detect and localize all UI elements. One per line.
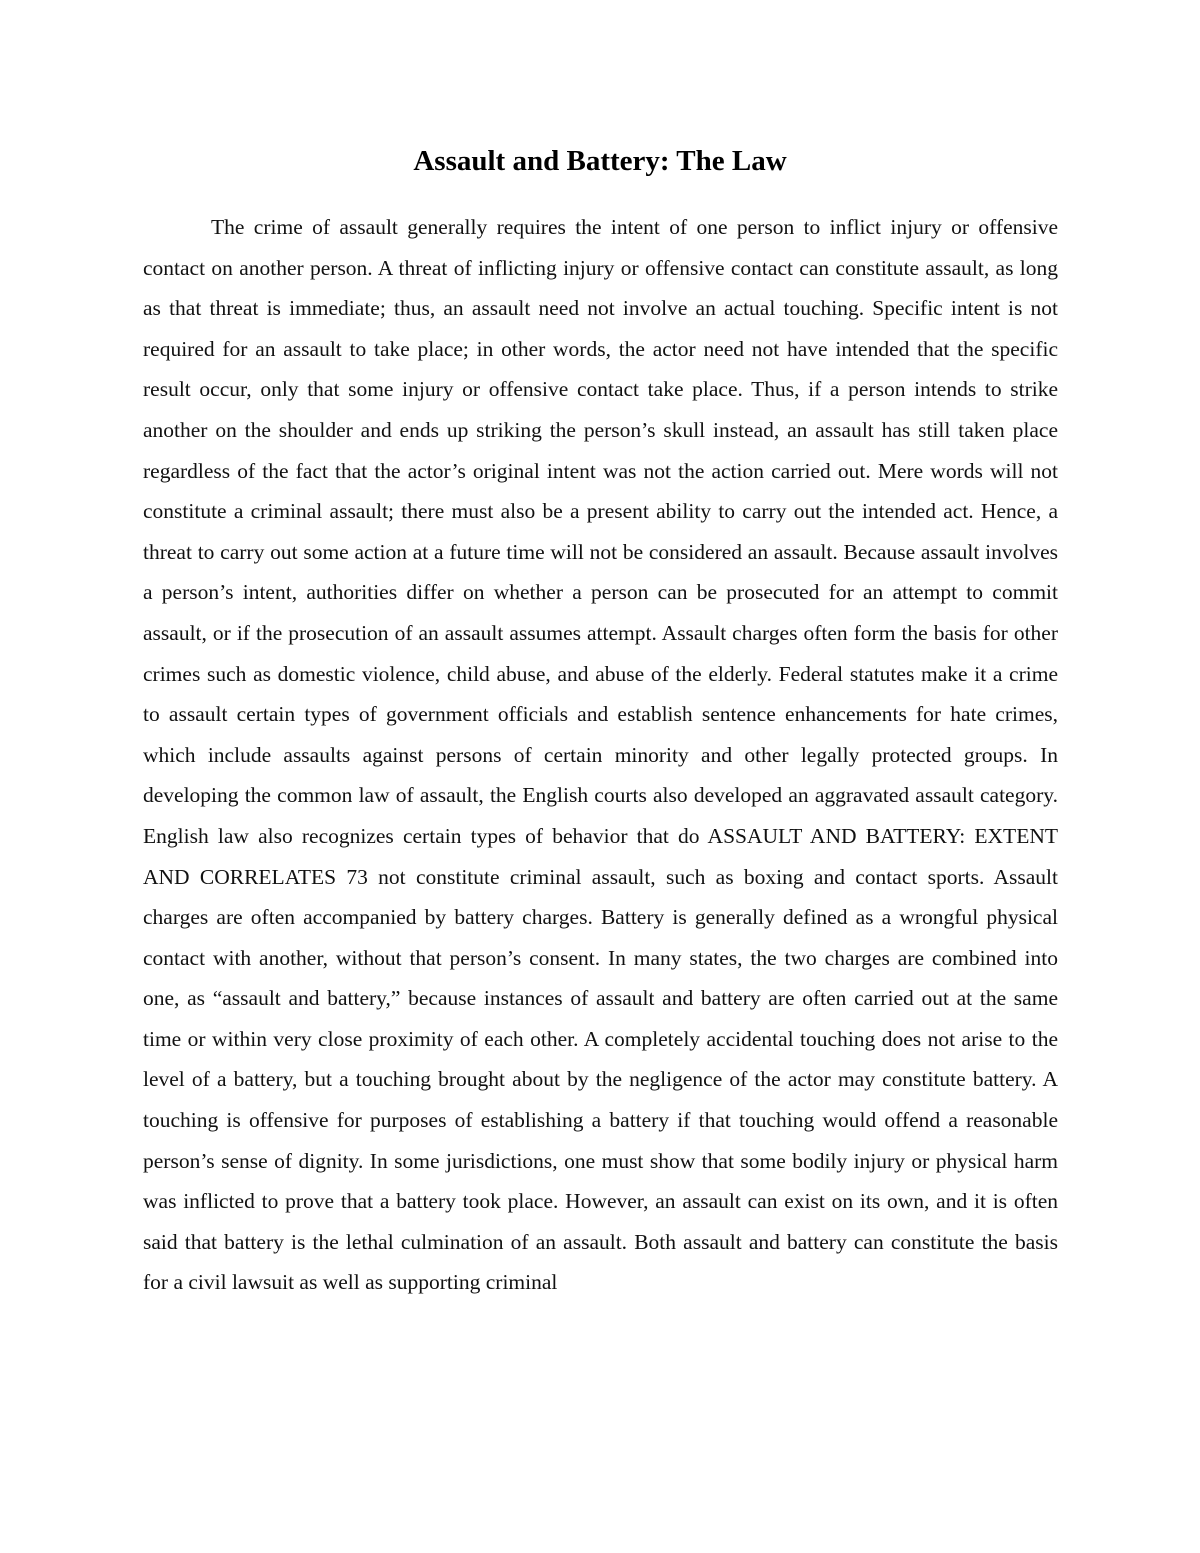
body-paragraph: The crime of assault generally requires the intent of one person to inflict injury or offensive contact on another person. A threat of inflicting injury or offensive contact can constitute assault, as long as that threat is immediate; thus, an assault need not involve an actual touching. Specific intent is not required for an assault to take place; in other words, the actor need not have intended that the specific result occur, only that some injury or offensive contact take place. Thus, if a person intends to strike another on the shoulder and ends up striking the person’s skull instead, an assault has still taken place regardless of the fact that the actor’s original intent was not the action carried out. Mere words will not constitute a criminal assault; there must also be a present ability to carry out the intended act. Hence, a threat to carry out some action at a future time will not be considered an assault. Because assault involves a person’s intent, authorities differ on whether a person can be prosecuted for an attempt to commit assault, or if the prosecution of an assault assumes attempt. Assault charges often form the basis for other crimes such as domestic violence, child abuse, and abuse of the elderly. Federal statutes make it a crime to assault certain types of government officials and establish sentence enhancements for hate crimes, which include assaults against persons of certain minority and other legally protected groups. In developing the common law of assault, the English courts also developed an aggravated assault category. English law also recognizes certain types of behavior that do ASSAULT AND BATTERY: EXTENT AND CORRELATES 73 not constitute criminal assault, such as boxing and contact sports. Assault charges are often accompanied by battery charges. Battery is generally defined as a wrongful physical contact with another, without that person’s consent. In many states, the two charges are combined into one, as “assault and battery,” because instances of assault and battery are often carried out at the same time or within very close proximity of each other. A completely accidental touching does not arise to the level of a battery, but a touching brought about by the negligence of the actor may constitute battery. A touching is offensive for purposes of establishing a battery if that touching would offend a reasonable person’s sense of dignity. In some jurisdictions, one must show that some bodily injury or physical harm was inflicted to prove that a battery took place. However, an assault can exist on its own, and it is often said that battery is the lethal culmination of an assault. Both assault and battery can constitute the basis for a civil lawsuit as well as supporting criminal bbox=[143, 215, 1058, 1295]
document-title: Assault and Battery: The Law bbox=[413, 145, 787, 177]
